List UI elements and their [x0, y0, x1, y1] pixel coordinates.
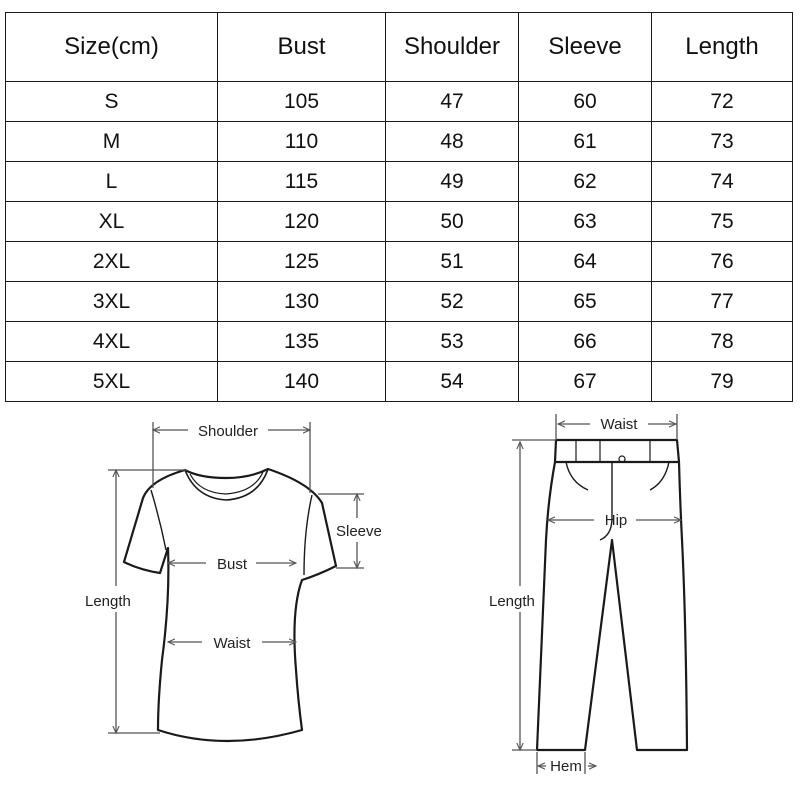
bust-cell: 135	[218, 322, 386, 362]
table-row	[6, 122, 793, 162]
tshirt-sleeve-seam-left	[151, 490, 166, 550]
length-cell: 79	[652, 362, 793, 402]
length-cell: 77	[652, 282, 793, 322]
waist-label-shirt: Waist	[213, 635, 251, 652]
pants-figure	[537, 440, 687, 750]
sleeve-cell: 63	[519, 202, 652, 242]
header-shoulder: Shoulder	[386, 13, 519, 82]
hem-label: Hem	[550, 758, 582, 775]
pants-waistband	[555, 440, 679, 462]
size-cell: 2XL	[6, 242, 218, 282]
table-row	[6, 322, 793, 362]
sleeve-cell: 67	[519, 362, 652, 402]
pants-pocket-right	[650, 462, 669, 490]
bust-label: Bust	[216, 556, 248, 573]
bust-cell: 115	[218, 162, 386, 202]
table-header-row	[6, 13, 793, 82]
sleeve-cell: 65	[519, 282, 652, 322]
sleeve-label: Sleeve	[336, 523, 382, 540]
bust-cell: 105	[218, 82, 386, 122]
table-row	[6, 162, 793, 202]
bust-cell: 120	[218, 202, 386, 242]
size-cell: 4XL	[6, 322, 218, 362]
shoulder-cell: 51	[386, 242, 519, 282]
shoulder-cell: 47	[386, 82, 519, 122]
shoulder-cell: 49	[386, 162, 519, 202]
size-cell: S	[6, 82, 218, 122]
shoulder-cell: 50	[386, 202, 519, 242]
header-length: Length	[652, 13, 793, 82]
table-row	[6, 282, 793, 322]
header-bust: Bust	[218, 13, 386, 82]
length-label-pants: Length	[489, 593, 535, 610]
hip-label: Hip	[604, 512, 628, 529]
length-cell: 75	[652, 202, 793, 242]
sleeve-cell: 62	[519, 162, 652, 202]
shoulder-cell: 54	[386, 362, 519, 402]
waist-label-pants: Waist	[600, 416, 638, 433]
shoulder-cell: 48	[386, 122, 519, 162]
tshirt-outline	[124, 469, 336, 741]
header-sleeve: Sleeve	[519, 13, 652, 82]
table-row	[6, 362, 793, 402]
bust-cell: 130	[218, 282, 386, 322]
measurement-diagrams	[0, 400, 800, 800]
shoulder-label: Shoulder	[197, 423, 259, 440]
header-size: Size(cm)	[6, 13, 218, 82]
bust-cell: 140	[218, 362, 386, 402]
sleeve-cell: 61	[519, 122, 652, 162]
size-cell: L	[6, 162, 218, 202]
size-cell: XL	[6, 202, 218, 242]
size-cell: 5XL	[6, 362, 218, 402]
shoulder-cell: 52	[386, 282, 519, 322]
shoulder-cell: 53	[386, 322, 519, 362]
table-row	[6, 242, 793, 282]
length-cell: 78	[652, 322, 793, 362]
size-cell: 3XL	[6, 282, 218, 322]
pants-pocket-left	[566, 462, 588, 490]
sleeve-cell: 60	[519, 82, 652, 122]
sleeve-cell: 66	[519, 322, 652, 362]
size-chart-table	[5, 12, 793, 402]
length-label-shirt: Length	[85, 593, 131, 610]
pants-belt-loops	[576, 440, 650, 462]
tshirt-measure-lines	[108, 422, 364, 733]
length-cell: 72	[652, 82, 793, 122]
length-cell: 74	[652, 162, 793, 202]
bust-cell: 125	[218, 242, 386, 282]
tshirt-sleeve-seam-right	[304, 495, 312, 575]
length-cell: 73	[652, 122, 793, 162]
size-cell: M	[6, 122, 218, 162]
sleeve-cell: 64	[519, 242, 652, 282]
tshirt-figure	[124, 469, 336, 741]
bust-cell: 110	[218, 122, 386, 162]
length-cell: 76	[652, 242, 793, 282]
table-row	[6, 202, 793, 242]
table-row	[6, 82, 793, 122]
